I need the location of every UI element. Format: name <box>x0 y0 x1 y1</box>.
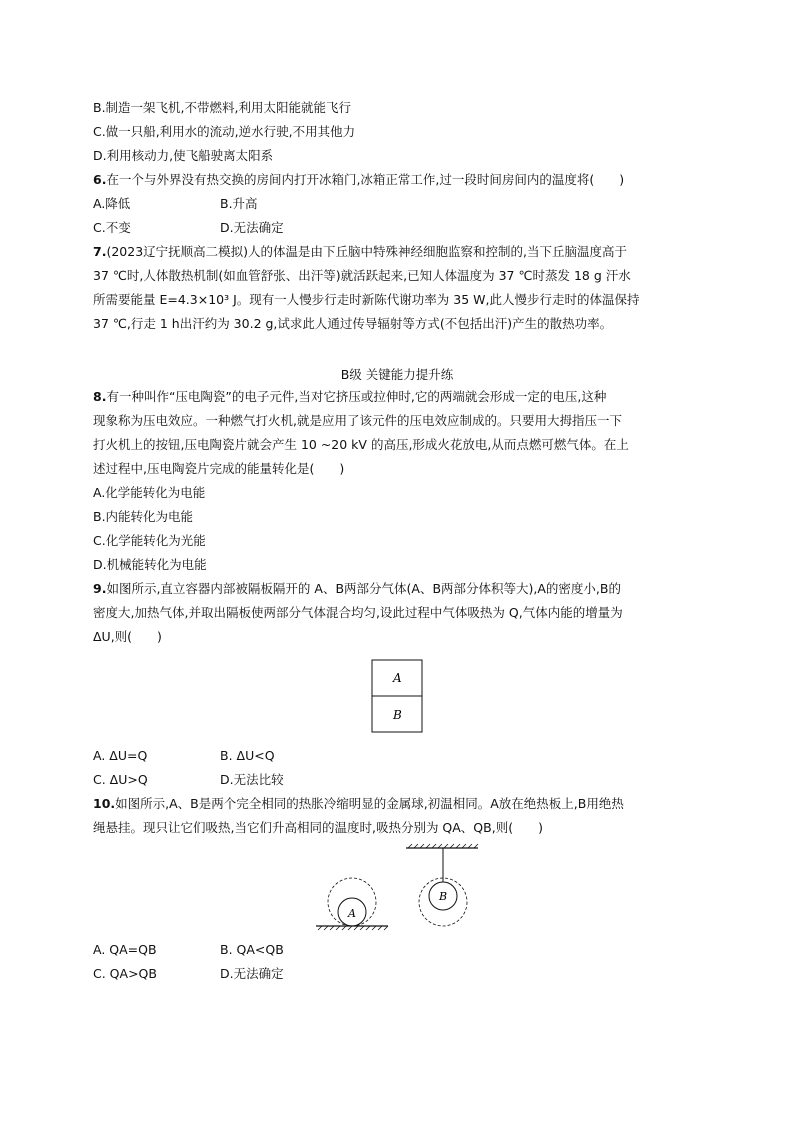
q8-option-c: C.化学能转化为光能 <box>93 533 206 548</box>
prev-option-c: C.做一只船,利用水的流动,逆水行驶,不用其他力 <box>93 124 356 139</box>
q9-option-d: D.无法比较 <box>220 772 284 787</box>
q10-option-a: A. QA=QB <box>93 942 157 957</box>
q6-option-d: D.无法确定 <box>220 220 284 235</box>
question-9-line2: 密度大,加热气体,并取出隔板使两部分气体混合均匀,设此过程中气体吸热为 Q,气体内能的增量为 <box>93 605 623 620</box>
question-8-line2: 现象称为压电效应。一种燃气打火机,就是应用了该元件的压电效应制成的。只要用大拇指压一下 <box>93 413 622 428</box>
question-8-line4: 述过程中,压电陶瓷片完成的能量转化是( ) <box>93 461 345 476</box>
prev-option-d: D.利用核动力,使飞船驶离太阳系 <box>93 148 274 163</box>
q8-option-d: D.机械能转化为电能 <box>93 557 207 572</box>
q9-option-c: C. ΔU>Q <box>93 772 148 787</box>
q10-option-d: D.无法确定 <box>220 966 284 981</box>
question-7-line4: 37 ℃,行走 1 h出汗约为 30.2 g,试求此人通过传导辐射等方式(不包括出汗)产生的散热功率。 <box>93 316 613 331</box>
q9-fig-label-b: B <box>393 708 402 722</box>
question-7-line3: 所需要能量 E=4.3×10³ J。现有一人慢步行走时新陈代谢功率为 35 W,此人慢步行走时的体温保持 <box>93 292 640 307</box>
question-7-line1: 7.(2023辽宁抚顺高二模拟)人的体温是由下丘脑中特殊神经细胞监察和控制的,当下丘脑温度高于 <box>93 244 627 259</box>
question-8-line1: 8.有一种叫作“压电陶瓷”的电子元件,当对它挤压或拉伸时,它的两端就会形成一定的电压,这种 <box>93 389 607 404</box>
q6-option-a: A.降低 <box>93 196 131 211</box>
question-9-line3: ΔU,则( ) <box>93 629 162 644</box>
q8-option-a: A.化学能转化为电能 <box>93 485 206 500</box>
q10-fig-label-a: A <box>348 907 356 920</box>
q9-container-figure <box>368 658 426 736</box>
section-heading-b: B级 关键能力提升练 <box>340 367 454 382</box>
q10-spheres-figure <box>310 842 485 934</box>
q10-fig-label-b: B <box>439 890 448 903</box>
q9-option-a: A. ΔU=Q <box>93 748 148 763</box>
question-7-line2: 37 ℃时,人体散热机制(如血管舒张、出汗等)就活跃起来,已知人体温度为 37 ℃时蒸发 18 g 汗水 <box>93 268 631 283</box>
question-10-line1: 10.如图所示,A、B是两个完全相同的热胀冷缩明显的金属球,初温相同。A放在绝热板上,B用绝热 <box>93 796 624 811</box>
q10-option-b: B. QA<QB <box>220 942 284 957</box>
q6-option-b: B.升高 <box>220 196 258 211</box>
q8-option-b: B.内能转化为电能 <box>93 509 194 524</box>
question-10-line2: 绳悬挂。现只让它们吸热,当它们升高相同的温度时,吸热分别为 QA、QB,则( ) <box>93 820 543 835</box>
question-9-line1: 9.如图所示,直立容器内部被隔板隔开的 A、B两部分气体(A、B两部分体积等大),A的密度小,B的 <box>93 581 621 596</box>
question-6: 6.在一个与外界没有热交换的房间内打开冰箱门,冰箱正常工作,过一段时间房间内的温度将( ) <box>93 172 625 187</box>
q9-fig-label-a: A <box>393 671 402 685</box>
question-8-line3: 打火机上的按钮,压电陶瓷片就会产生 10 ~20 kV 的高压,形成火花放电,从而点燃可燃气体。在上 <box>93 437 629 452</box>
prev-option-b: B.制造一架飞机,不带燃料,利用太阳能就能飞行 <box>93 100 351 115</box>
q6-option-c: C.不变 <box>93 220 131 235</box>
q10-option-c: C. QA>QB <box>93 966 157 981</box>
q9-option-b: B. ΔU<Q <box>220 748 275 763</box>
